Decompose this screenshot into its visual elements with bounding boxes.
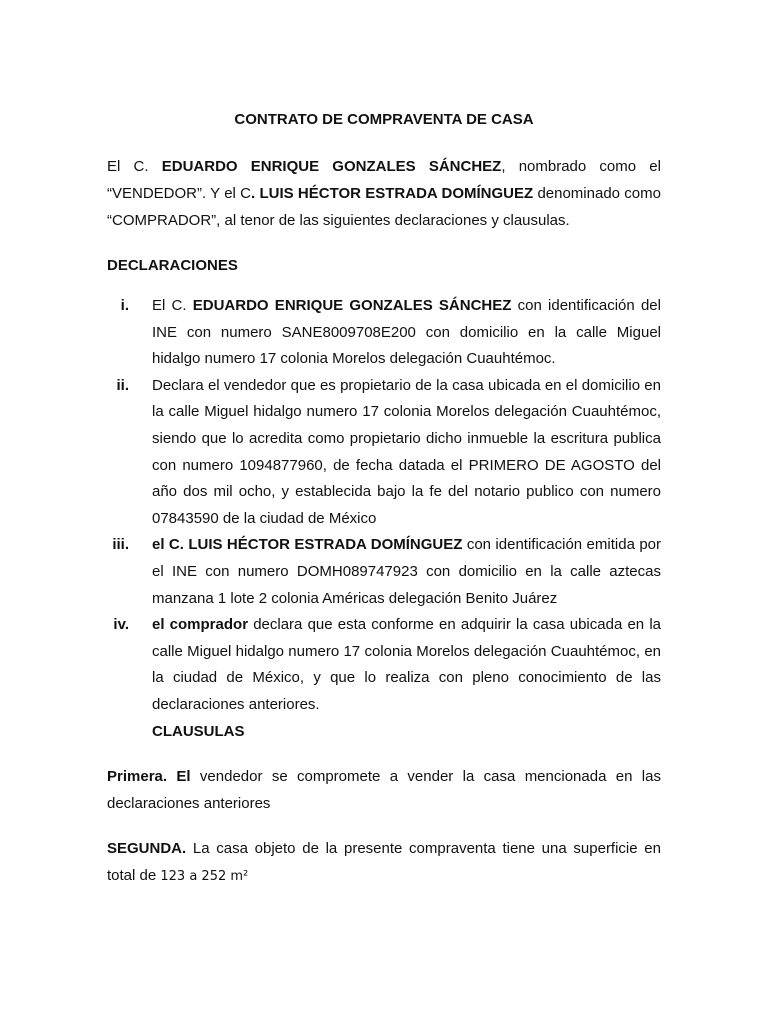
intro-text-1: El C. [107, 158, 162, 175]
declaration-bold: el comprador [152, 616, 249, 634]
clause-text: vendedor se compromete a vender la casa mencionada en las declaraciones anteriores [107, 768, 661, 813]
area-value: 123 a 252 m² [160, 869, 249, 885]
declaration-number: iv. [113, 616, 129, 634]
seller-name: EDUARDO ENRIQUE GONZALES SÁNCHEZ [161, 158, 502, 175]
declaration-number: ii. [116, 376, 129, 394]
declaration-text: declara que esta conforme en adquirir la casa ubicada en la calle Miguel hidalgo numero 17 colonia Morelos delegación Cuauhtémoc, en la ciudad de México, y que lo realiza con pleno conocimiento de las declaraciones anteriores. [152, 616, 661, 713]
intro-text-2: , nombrado como el “VENDEDOR”. Y el C [107, 158, 661, 202]
buyer-name: . LUIS HÉCTOR ESTRADA DOMÍNGUEZ [251, 185, 534, 202]
declaration-number: i. [120, 297, 129, 314]
document-title: CONTRATO DE COMPRAVENTA DE CASA [234, 111, 534, 128]
clause-label: SEGUNDA. [107, 840, 187, 858]
clause-segunda [107, 835, 661, 890]
intro-paragraph [107, 153, 661, 234]
declaration-item-2 [107, 373, 661, 533]
declarations-list [107, 293, 661, 719]
intro-text-3: denominado como “COMPRADOR”, al tenor de las siguientes declaraciones y clausulas. [107, 185, 661, 229]
declaration-item-4 [107, 612, 661, 718]
declaration-text: con identificación emitida por el INE con numero DOMH089747923 con domicilio en la calle aztecas manzana 1 lote 2 colonia Américas delegación Benito Juárez [152, 536, 662, 607]
declaration-text: Declara el vendedor que es propietario de la casa ubicada en el domicilio en la calle Miguel hidalgo numero 17 colonia Morelos delegación Cuauhtémoc, siendo que lo acredita como propietario dicho inmueble la escritura publica con numero 1094877960, de fecha datada el PRIMERO DE AGOSTO del año dos mil ocho, y establecida bajo la fe del notario publico con numero 07843590 de la ciudad de México [152, 376, 661, 527]
declaration-item-1 [107, 293, 661, 373]
declaration-item-3 [107, 532, 661, 612]
clause-label: Primera. El [107, 768, 191, 786]
declaration-number: iii. [112, 536, 129, 554]
declaration-text: El C. [152, 297, 193, 314]
declaration-bold: EDUARDO ENRIQUE GONZALES SÁNCHEZ [192, 297, 512, 314]
declarations-heading: DECLARACIONES [107, 257, 238, 274]
declaration-text: con identificación del INE con numero SANE8009708E200 con domicilio en la calle Miguel hidalgo numero 17 colonia Morelos delegación Cuauhtémoc. [152, 297, 661, 368]
declaration-bold: el C. LUIS HÉCTOR ESTRADA DOMÍNGUEZ [152, 536, 463, 554]
clause-text: La casa objeto de la presente compraventa tiene una superficie en total de [107, 840, 661, 885]
clause-primera [107, 763, 661, 817]
clauses-heading: CLAUSULAS [152, 722, 245, 740]
